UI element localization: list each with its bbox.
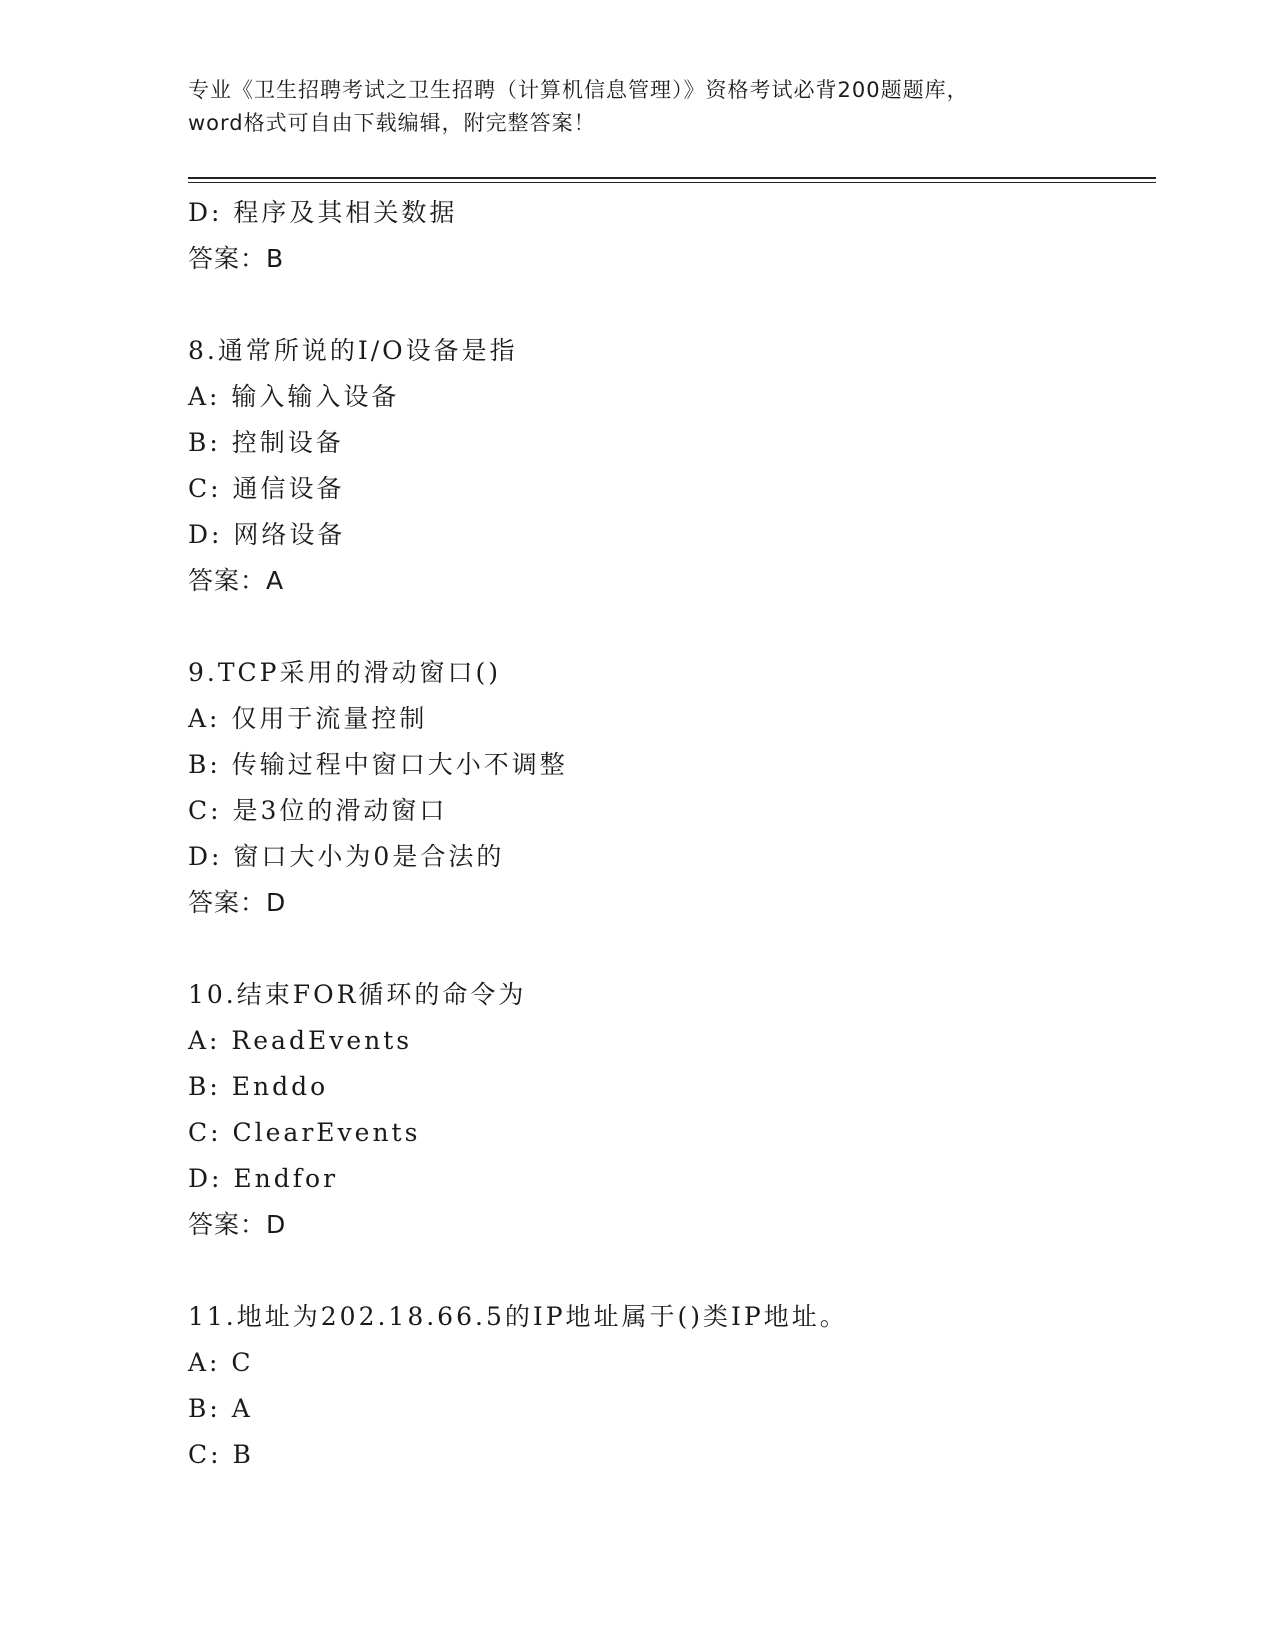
option-d: D: 网络设备 bbox=[188, 520, 346, 549]
question-stem: 9.TCP采用的滑动窗口() bbox=[188, 658, 501, 687]
option-d: D: 窗口大小为0是合法的 bbox=[188, 842, 505, 871]
answer: 答案：A bbox=[188, 566, 285, 595]
option-a: A: 仅用于流量控制 bbox=[188, 704, 428, 733]
answer: 答案：D bbox=[188, 888, 287, 917]
option-c: C: 是3位的滑动窗口 bbox=[188, 796, 448, 825]
header-rule-thin bbox=[188, 182, 1156, 183]
option-a: A: ReadEvents bbox=[188, 1026, 413, 1055]
spacer bbox=[188, 926, 1148, 972]
question-stem: 8.通常所说的I/O设备是指 bbox=[188, 336, 518, 365]
option-b: B: Enddo bbox=[188, 1072, 329, 1101]
spacer bbox=[188, 282, 1148, 328]
question-list bbox=[188, 190, 1148, 1478]
header-rule-thick bbox=[188, 177, 1156, 179]
option-b: B: A bbox=[188, 1394, 253, 1423]
question-stem: 11.地址为202.18.66.5的IP地址属于()类IP地址。 bbox=[188, 1302, 848, 1331]
option-b: B: 控制设备 bbox=[188, 428, 344, 457]
answer: 答案：D bbox=[188, 1210, 287, 1239]
option-a: A: C bbox=[188, 1348, 254, 1377]
option-d: D: Endfor bbox=[188, 1164, 339, 1193]
option-c: C: ClearEvents bbox=[188, 1118, 421, 1147]
option-a: A: 输入输入设备 bbox=[188, 382, 400, 411]
option-c: C: 通信设备 bbox=[188, 474, 345, 503]
spacer bbox=[188, 1248, 1148, 1294]
header-line-2: word格式可自由下载编辑，附完整答案！ bbox=[188, 111, 596, 135]
question-stem: 10.结束FOR循环的命令为 bbox=[188, 980, 527, 1009]
option-b: B: 传输过程中窗口大小不调整 bbox=[188, 750, 568, 779]
answer: 答案：B bbox=[188, 244, 285, 273]
option-c: C: B bbox=[188, 1440, 254, 1469]
header-line-1: 专业《卫生招聘考试之卫生招聘（计算机信息管理）》资格考试必背200题题库， bbox=[188, 78, 969, 102]
spacer bbox=[188, 604, 1148, 650]
document-header bbox=[188, 74, 1088, 140]
option-d: D: 程序及其相关数据 bbox=[188, 198, 458, 227]
